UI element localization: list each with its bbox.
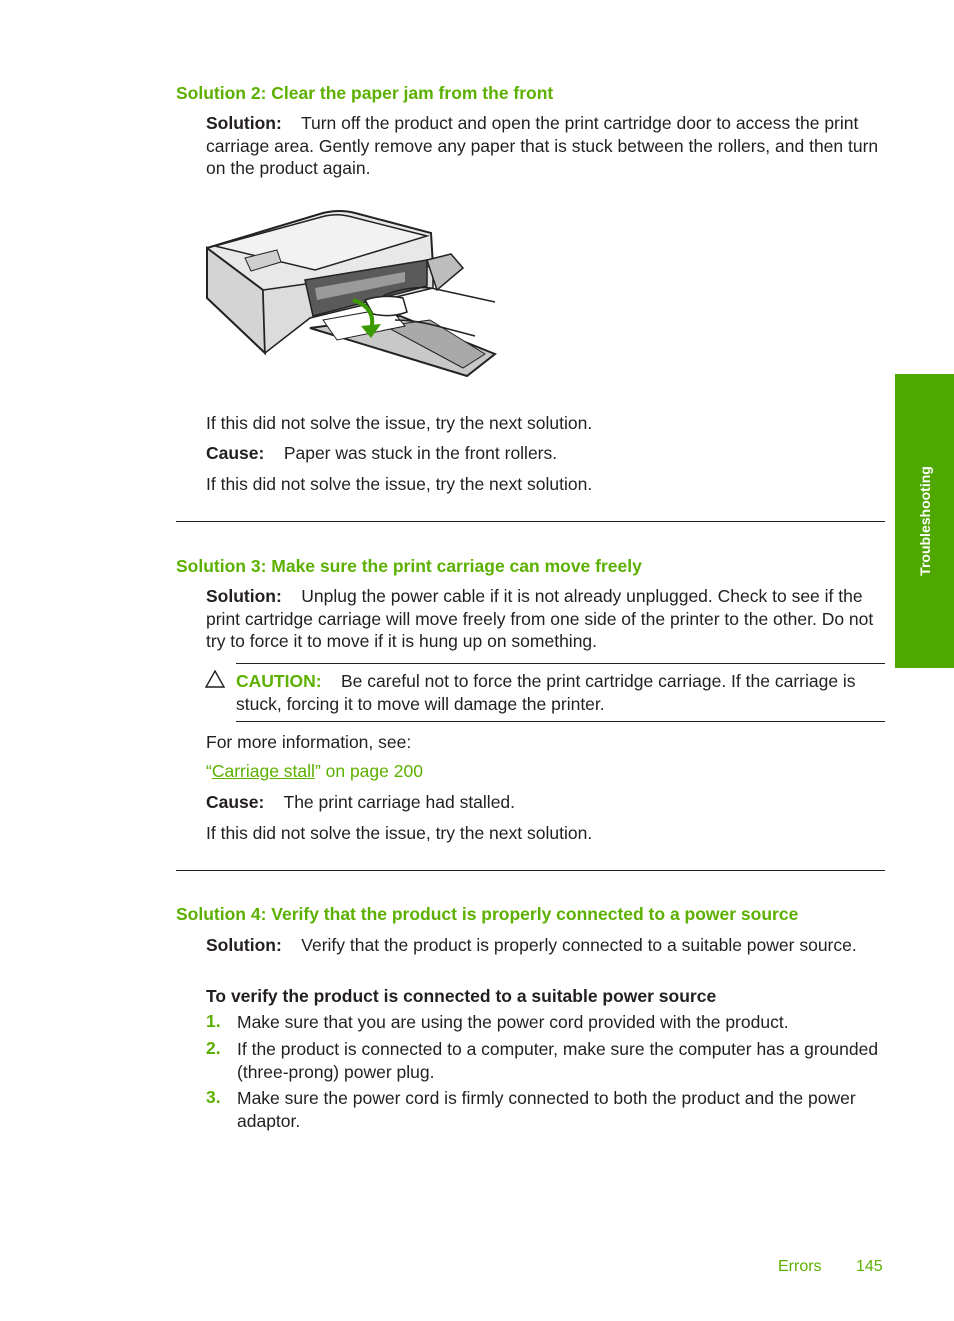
step-1-text: Make sure that you are using the power cord provided with the product.: [237, 1012, 789, 1032]
solution-label: Solution:: [206, 586, 282, 606]
cause-paragraph: [206, 442, 886, 465]
caution-top-rule: [236, 663, 885, 664]
solution-label: Solution:: [206, 113, 282, 133]
procedure-subheading: To verify the product is connected to a suitable power source: [206, 986, 717, 1006]
carriage-stall-link[interactable]: Carriage stall: [211, 761, 315, 781]
solution-4-heading: Solution 4: Verify that the product is properly connected to a power source: [176, 904, 799, 924]
solution-text: Unplug the power cable if it is not already unplugged. Check to see if the print cartridge carriage will move freely from one side of the printer to the other. Do not try to force it to move if it is hung up on something.: [206, 586, 874, 652]
cause-text: The print carriage had stalled.: [283, 792, 516, 812]
side-tab-label: Troubleshooting: [916, 466, 933, 576]
solution-2-heading: Solution 2: Clear the paper jam from the front: [176, 83, 554, 103]
section-divider: [176, 521, 885, 522]
step-3-text: Make sure the power cord is firmly connected to both the product and the power adaptor.: [237, 1088, 856, 1131]
cause-text: Paper was stuck in the front rollers.: [283, 443, 558, 463]
solution-3-paragraph: [206, 585, 886, 653]
next-solution-note: If this did not solve the issue, try the next solution.: [206, 474, 593, 494]
carriage-stall-reference: [206, 760, 886, 783]
step-3-number: 3.: [206, 1087, 221, 1107]
step-2-number: 2.: [206, 1038, 221, 1058]
footer-page-number: 145: [856, 1258, 883, 1275]
printer-paper-jam-illustration: [205, 208, 497, 380]
step-2-text: If the product is connected to a computer, make sure the computer has a grounded (three-prong) power plug.: [237, 1039, 879, 1082]
link-open-quote: “: [206, 761, 212, 781]
cause-paragraph: [206, 791, 886, 814]
caution-note: [236, 670, 886, 715]
solution-label: Solution:: [206, 935, 282, 955]
solution-text: Verify that the product is properly connected to a suitable power source.: [301, 935, 857, 955]
link-page-ref: ” on page 200: [314, 761, 423, 781]
caution-triangle-icon: [205, 670, 225, 688]
solution-3-heading: Solution 3: Make sure the print carriage can move freely: [176, 556, 642, 576]
footer-section-name: Errors: [778, 1258, 822, 1275]
solution-text: Turn off the product and open the print cartridge door to access the print carriage area. Gently remove any paper that is stuck between the rollers, and then turn on the product again.: [206, 113, 879, 179]
after-image-note: If this did not solve the issue, try the next solution.: [206, 413, 593, 433]
cause-label: Cause:: [206, 792, 265, 812]
cause-label: Cause:: [206, 443, 265, 463]
caution-bottom-rule: [236, 721, 885, 722]
section-side-tab: [895, 374, 954, 668]
step-1-number: 1.: [206, 1011, 221, 1031]
caution-text: Be careful not to force the print cartridge carriage. If the carriage is stuck, forcing it to move will damage the printer.: [236, 671, 856, 714]
more-info-text: For more information, see:: [206, 732, 412, 752]
next-solution-note: If this did not solve the issue, try the next solution.: [206, 823, 593, 843]
solution-4-paragraph: [206, 934, 886, 957]
solution-2-paragraph: [206, 112, 886, 180]
caution-label: CAUTION:: [236, 671, 322, 691]
section-divider: [176, 870, 885, 871]
